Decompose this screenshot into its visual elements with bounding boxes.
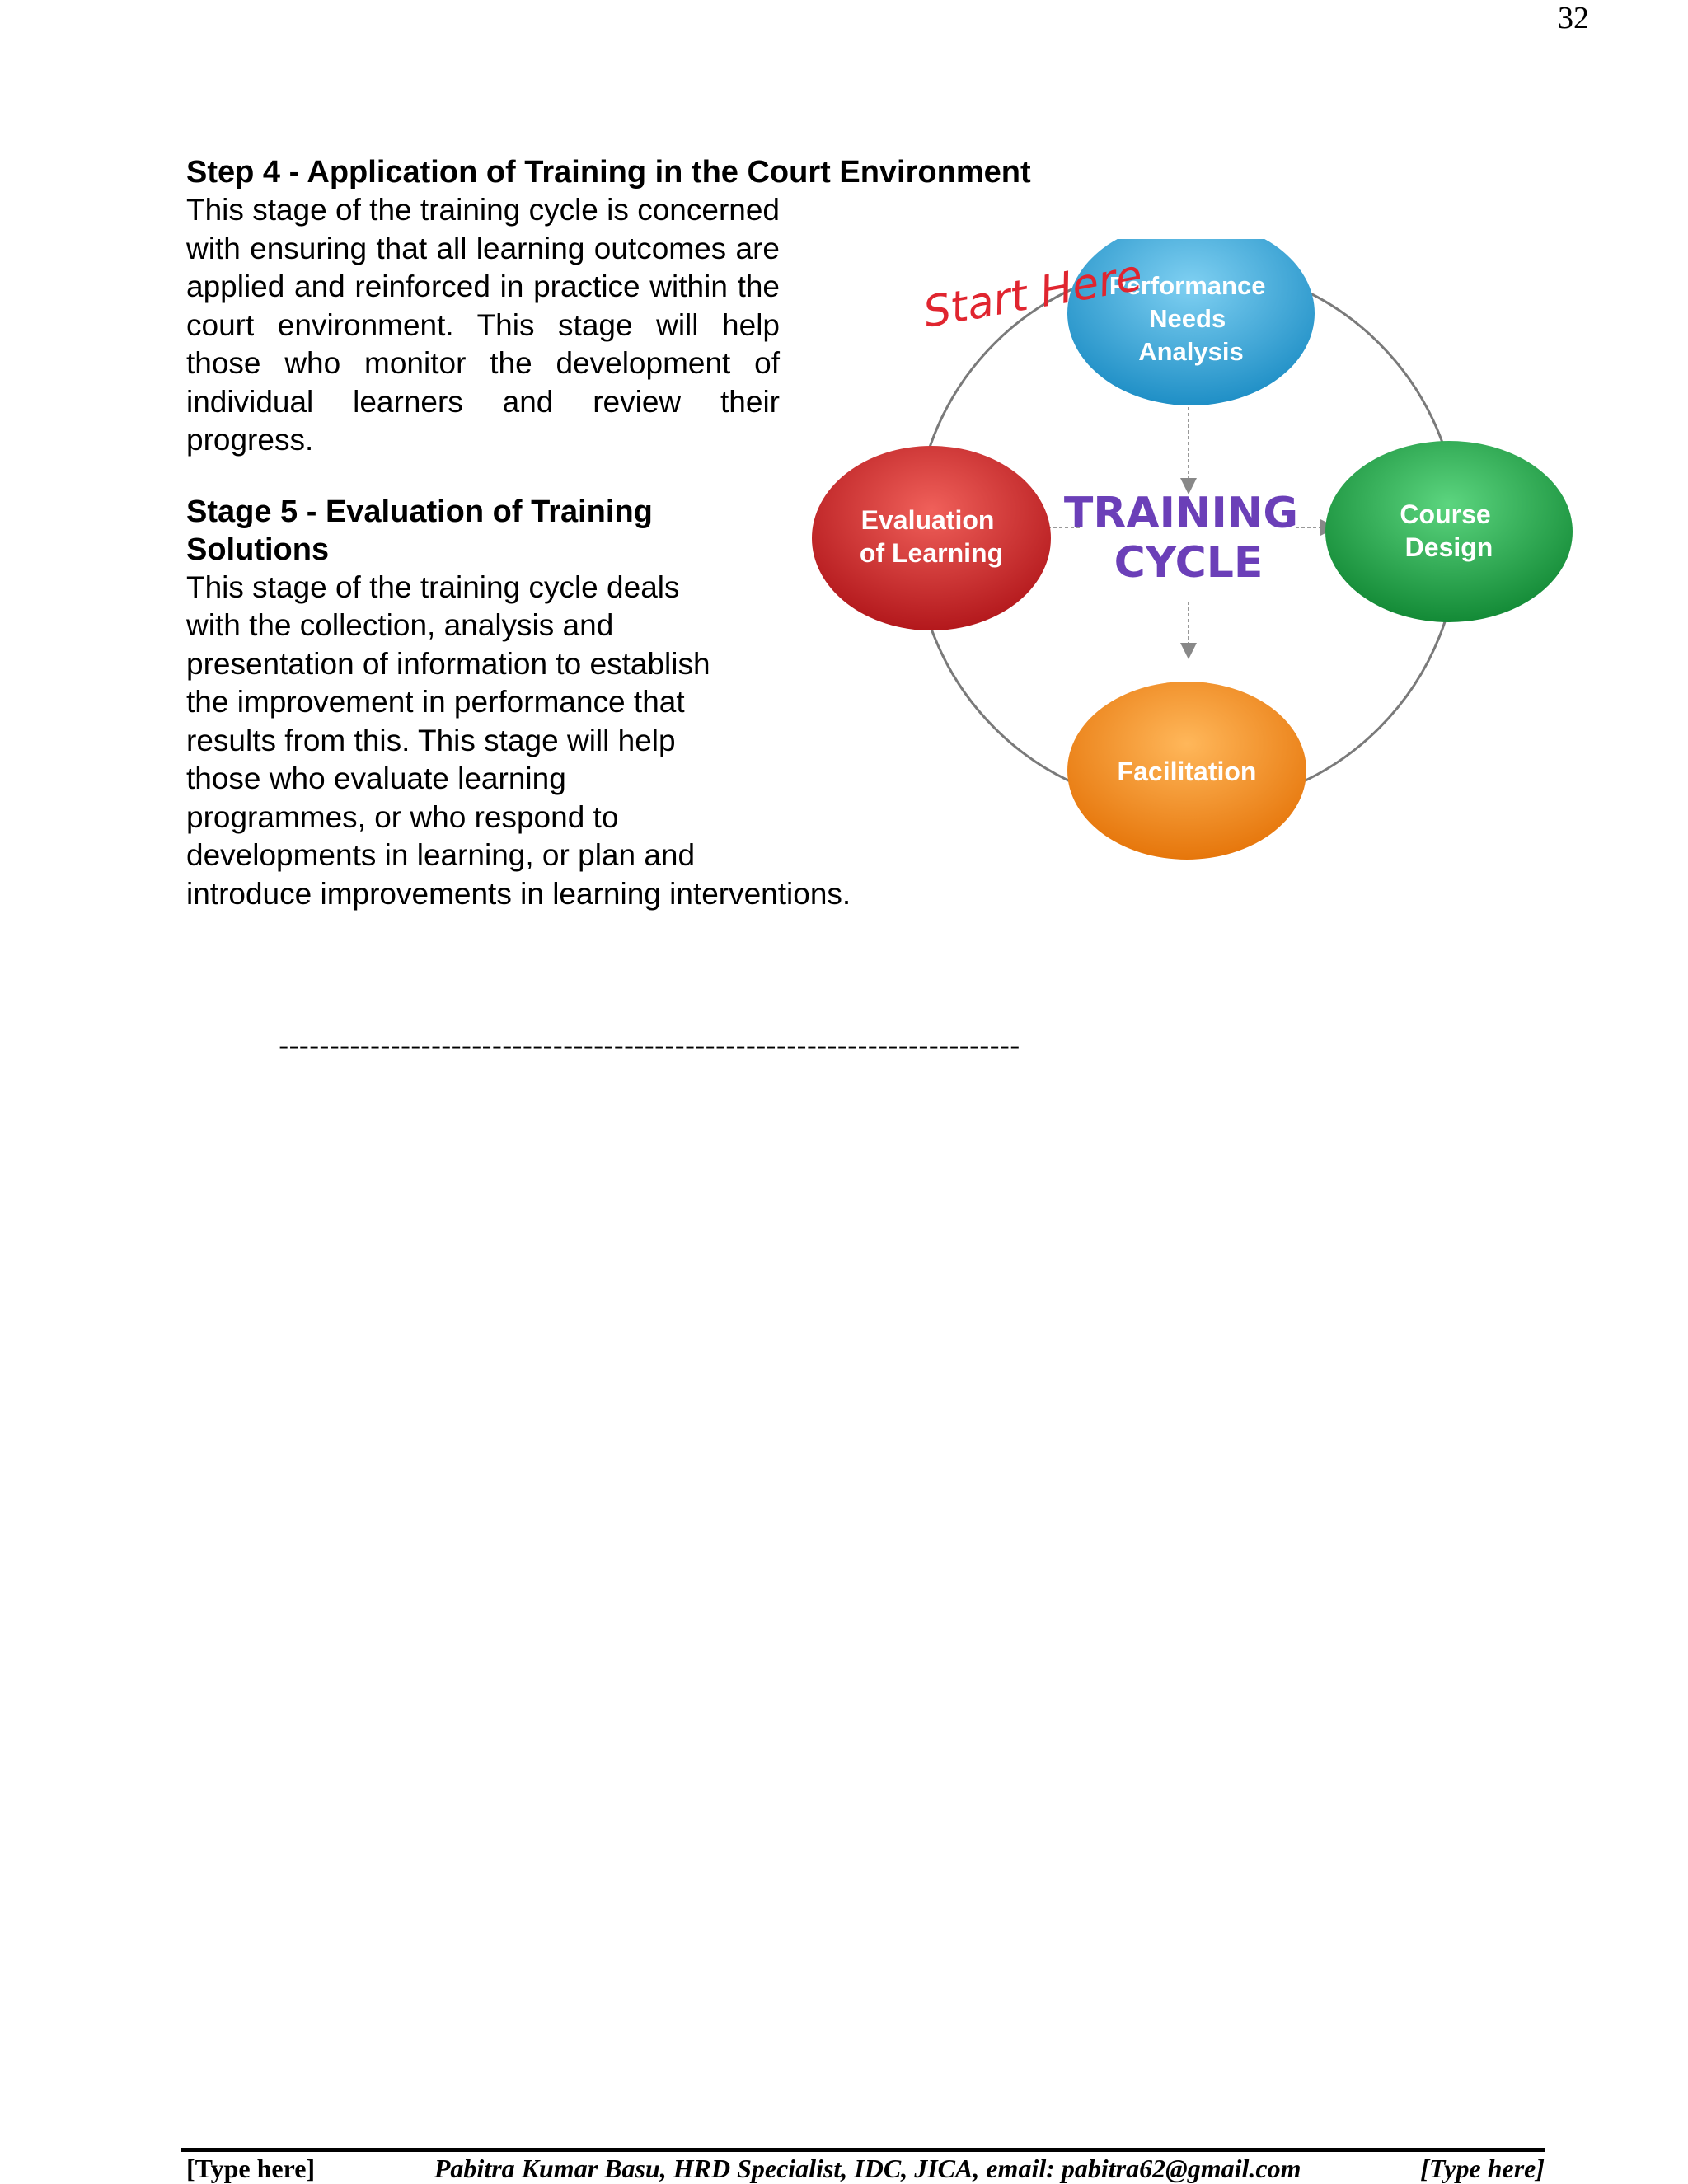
stage5-line: programmes, or who respond to <box>186 799 619 834</box>
stage5-line: presentation of information to establish <box>186 646 710 681</box>
stage5-line: This stage of the training cycle deals <box>186 569 680 604</box>
node-right-label: Course Design <box>1400 499 1493 562</box>
node-course-design <box>1325 441 1573 622</box>
node-left-label: Evaluation of Learning <box>859 505 1004 568</box>
center-title: TRAINING CYCLE <box>1063 489 1299 588</box>
node-top-label: Performance Needs Analysis <box>1109 271 1266 366</box>
stage5-line: those who evaluate learning <box>186 762 566 795</box>
footer-left: [Type here] <box>186 2154 316 2183</box>
training-cycle-diagram <box>791 239 1582 898</box>
page-footer <box>186 2153 1545 2184</box>
stage5-heading: Stage 5 - Evaluation of Training Solutions <box>186 494 653 567</box>
node-bottom-label: Facilitation <box>1117 757 1257 786</box>
footer-rule <box>181 2148 1545 2152</box>
stage5-line: introduce improvements in learning interventions. <box>186 876 851 911</box>
stage5-line: developments in learning, or plan and <box>186 838 696 872</box>
stage5-line: the improvement in performance that <box>186 685 685 719</box>
page-number: 32 <box>1558 1 1589 35</box>
step4-body: This stage of the training cycle is concerned with ensuring that all learning outcomes are applied and reinforced in practice within the court environment. This stage will help those who monitor the development of individual learners and review their progress. <box>186 193 780 457</box>
footer-right: [Type here] <box>1420 2154 1545 2183</box>
start-here-label: Start Here <box>919 251 1146 338</box>
stage5-line: with the collection, analysis and <box>186 608 614 642</box>
step4-heading: Step 4 - Application of Training in the Court Environment <box>186 155 1031 190</box>
section-divider: ------------------------------------------------------------------------- <box>279 1029 1020 1062</box>
stage5-line: results from this. This stage will help <box>186 723 676 757</box>
footer-center: Pabitra Kumar Basu, HRD Specialist, IDC, JICA, email: pabitra62@gmail.com <box>434 2154 1301 2183</box>
